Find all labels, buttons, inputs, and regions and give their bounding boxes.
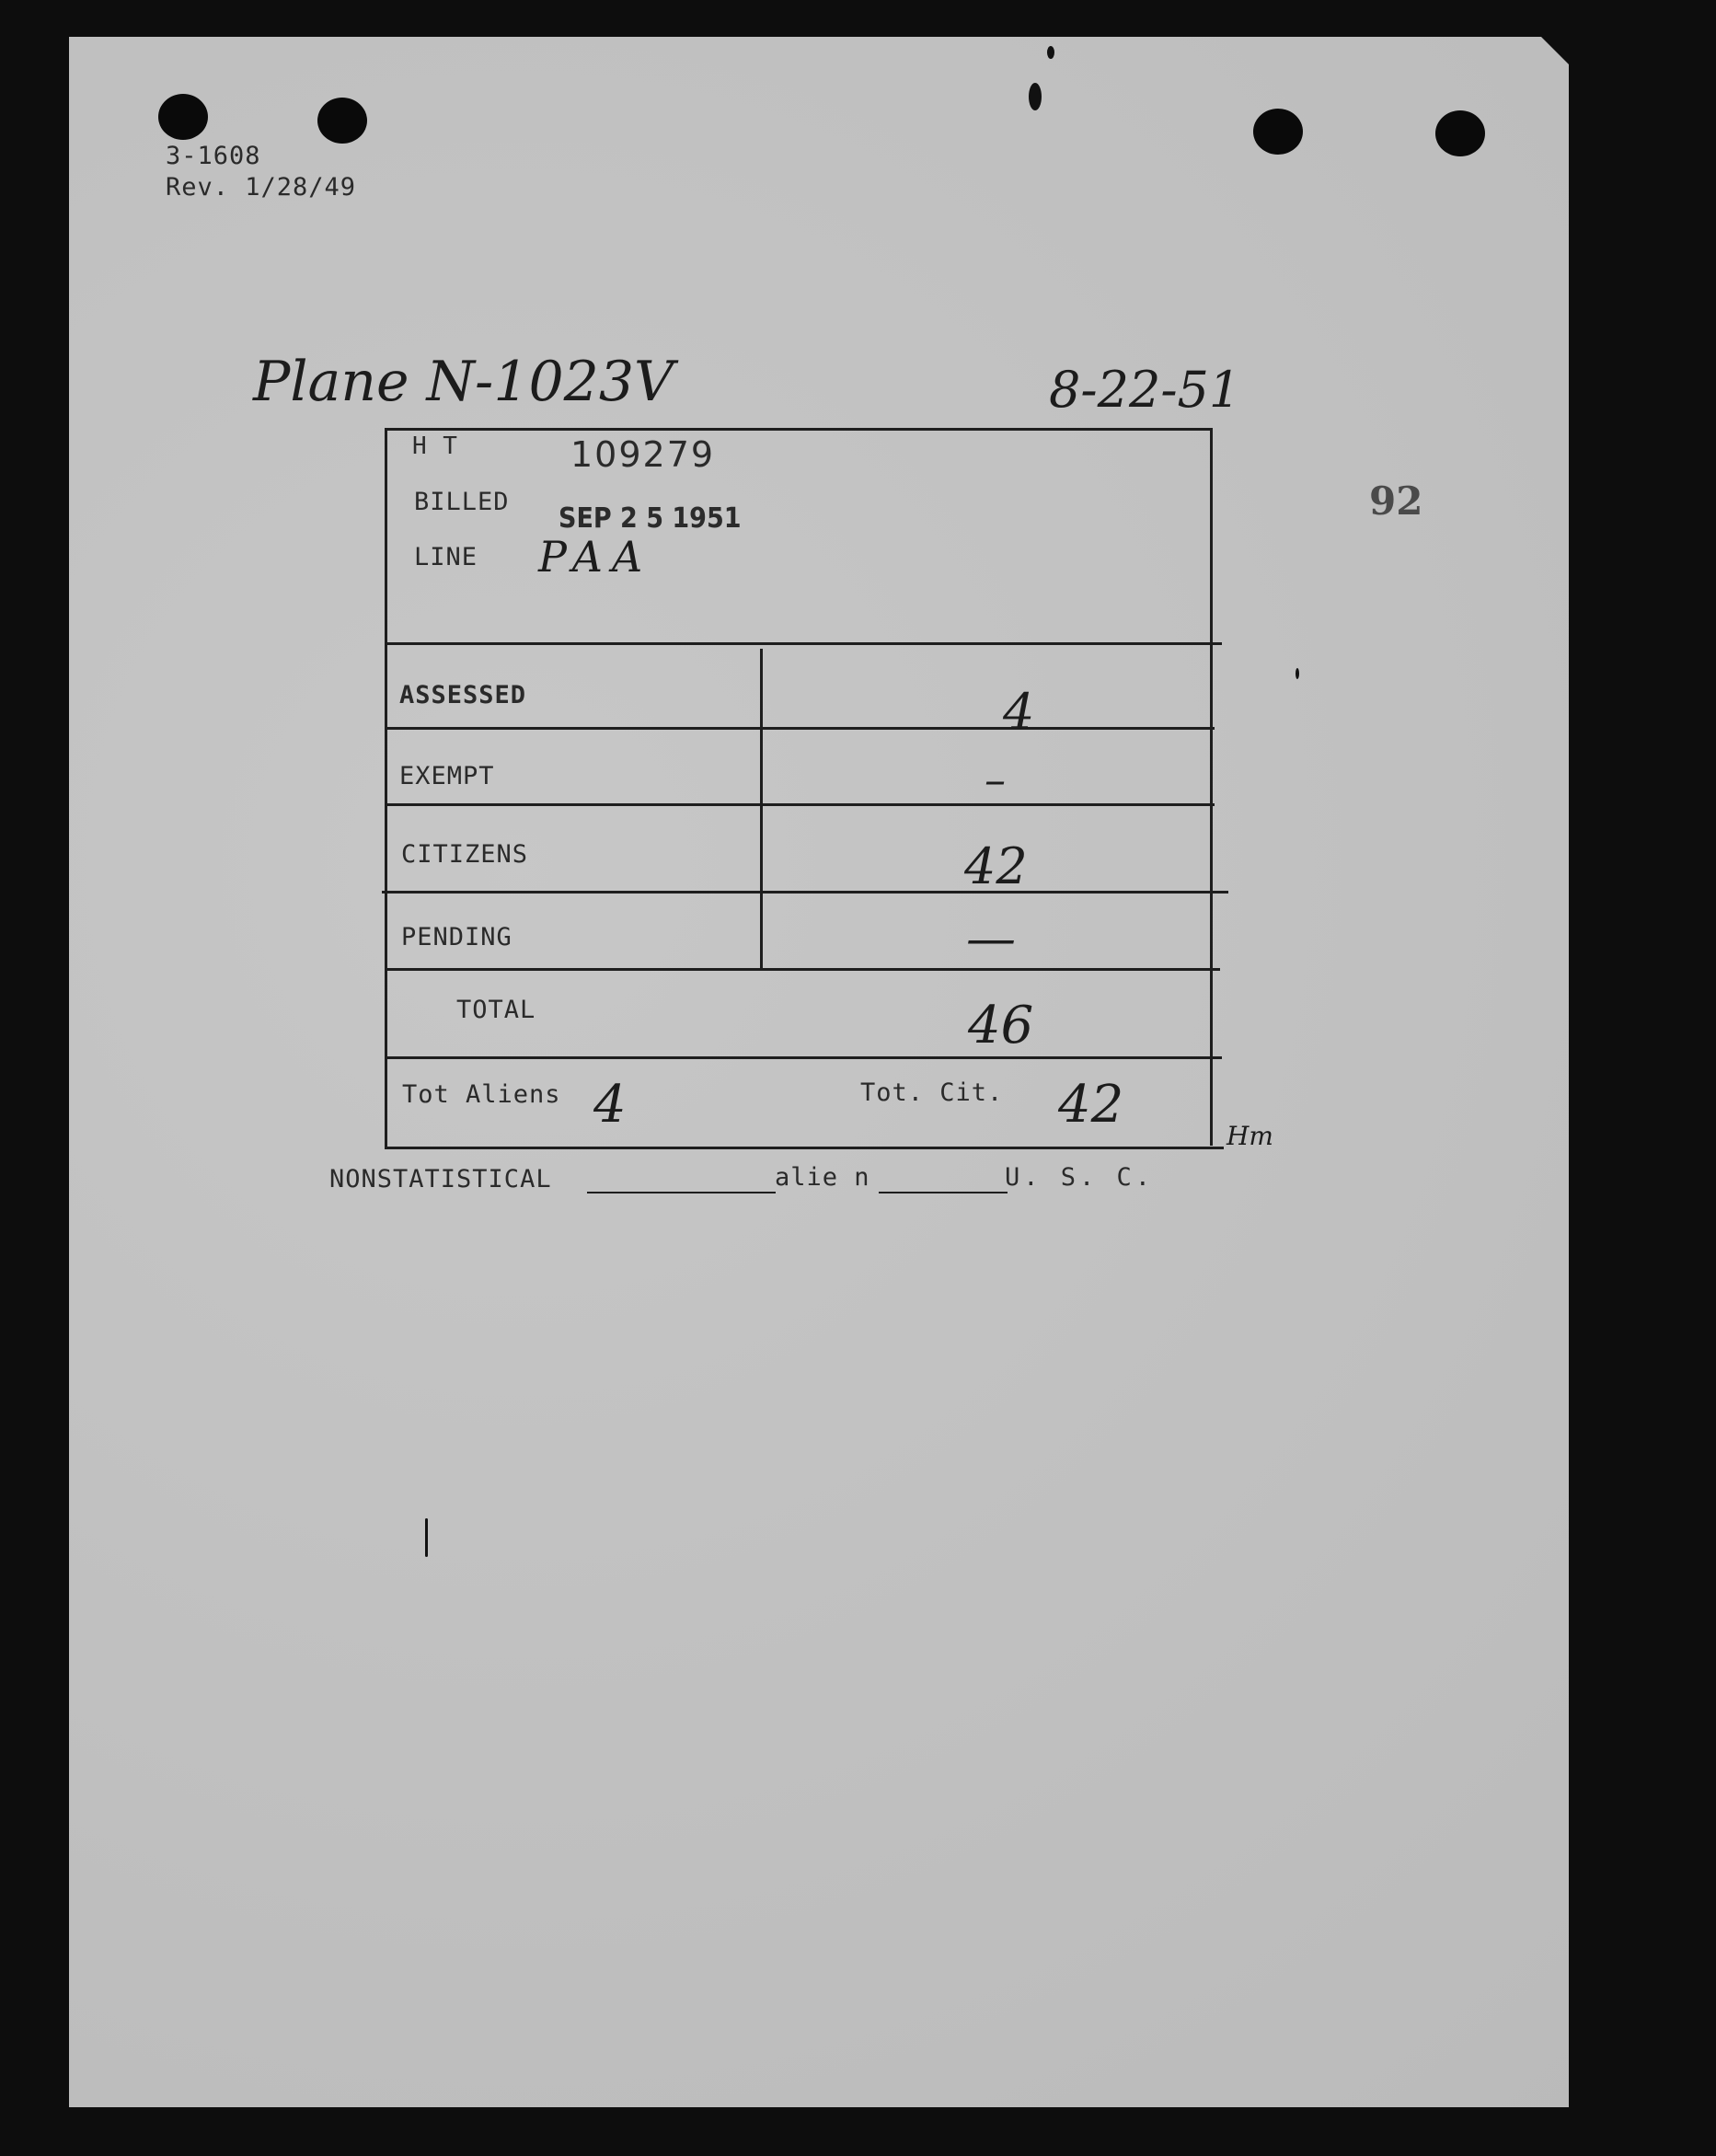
ink-speck (1296, 668, 1299, 679)
billed-date-stamp: SEP 2 5 1951 (559, 502, 742, 535)
line-label: LINE (414, 543, 478, 571)
line-handwriting: PAA (538, 532, 652, 582)
page-number: 92 (1369, 478, 1423, 524)
row-divider (385, 803, 1215, 806)
nonstatistical-label: NONSTATISTICAL (329, 1165, 552, 1193)
row-divider (382, 891, 1228, 894)
tot-aliens-label: Tot Aliens (402, 1080, 561, 1109)
form-revision: Rev. 1/28/49 (166, 173, 357, 202)
box-right-border (1210, 428, 1213, 1146)
initials-handwriting: Hm (1227, 1121, 1273, 1151)
pending-value: — (966, 909, 1016, 967)
pending-label: PENDING (401, 923, 512, 951)
section-divider (385, 642, 1222, 645)
alien-label: alie n (775, 1163, 870, 1192)
exempt-value: – (985, 755, 1006, 804)
tot-cit-label: Tot. Cit. (860, 1078, 1004, 1107)
date-handwriting: 8-22-51 (1049, 361, 1241, 419)
assessed-label: ASSESSED (399, 681, 527, 709)
corner-fold (1541, 37, 1569, 64)
ht-number: 109279 (570, 434, 716, 475)
row-divider (385, 727, 1215, 730)
billed-label: BILLED (414, 488, 510, 516)
ink-speck (425, 1518, 428, 1557)
box-left-border (385, 428, 387, 1149)
total-label: TOTAL (456, 996, 536, 1024)
document-page (69, 37, 1569, 2107)
row-divider (385, 1056, 1222, 1059)
citizens-value: 42 (964, 837, 1028, 895)
column-divider (760, 649, 763, 968)
ink-speck (1047, 46, 1054, 59)
total-value: 46 (968, 996, 1034, 1055)
ht-label: H T (412, 432, 458, 460)
plane-handwriting: Plane N-1023V (253, 350, 674, 414)
tot-cit-value: 42 (1058, 1075, 1124, 1135)
row-divider (385, 968, 1220, 971)
box-top-border (385, 428, 1213, 431)
punch-hole (158, 94, 208, 140)
alien-underline (879, 1192, 1008, 1193)
usc-label: U. S. C. (1005, 1163, 1155, 1192)
form-number: 3-1608 (166, 142, 261, 170)
ink-speck (1029, 83, 1042, 110)
exempt-label: EXEMPT (399, 762, 495, 790)
assessed-value: 4 (1003, 683, 1035, 741)
punch-hole (1435, 110, 1485, 156)
punch-hole (317, 98, 367, 144)
punch-hole (1253, 109, 1303, 155)
tot-aliens-value: 4 (593, 1075, 627, 1135)
box-bottom-border (385, 1147, 1224, 1149)
citizens-label: CITIZENS (401, 840, 529, 869)
nonstat-underline (587, 1192, 776, 1193)
